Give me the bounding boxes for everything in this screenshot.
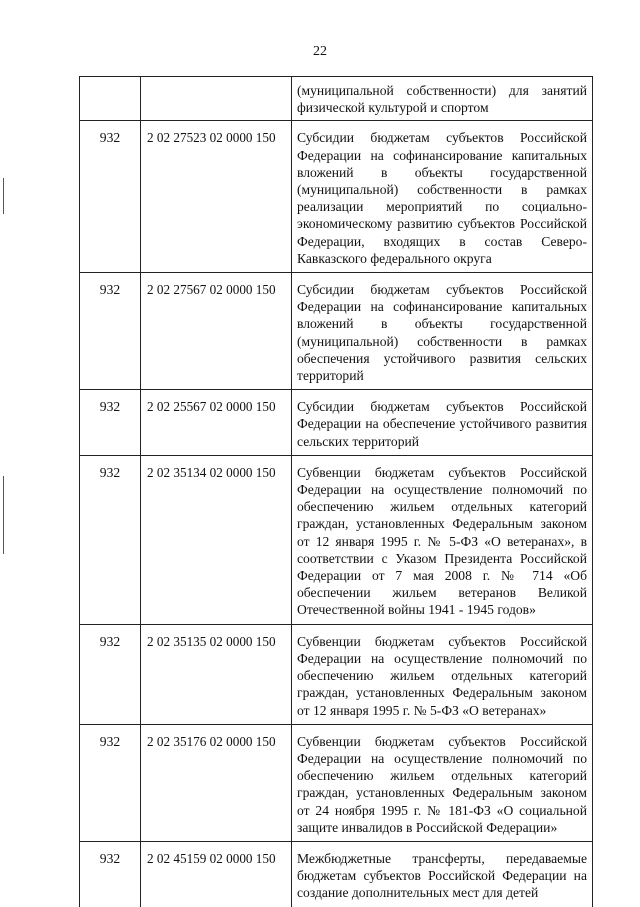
table-row: [80, 455, 593, 624]
revenue-name-cell: Межбюджетные трансферты, передаваемые бюджетам субъектов Российской Федерации на создание дополнительных мест для детей: [292, 841, 593, 906]
admin-code-cell: 932: [80, 624, 141, 724]
table-row: [80, 121, 593, 273]
revenue-name-cell: Субсидии бюджетам субъектов Российской Федерации на софинансирование капитальных вложений в объекты государственной (муниципальной) собственности в рамках обеспечения устойчивого развития сельских территорий: [292, 273, 593, 390]
margin-mark-bottom: [3, 476, 4, 554]
margin-mark-top: [3, 178, 4, 214]
revenue-name-cell: Субвенции бюджетам субъектов Российской Федерации на осуществление полномочий по обеспечению жильем отдельных категорий граждан, установленных Федеральным законом от 12 января 1995 г. № 5-ФЗ «О ветеранах», в соответствии с Указом Президента Российской Федерации от 7 мая 2008 г. № 714 «Об обеспечении жильем ветеранов Великой Отечественной войны 1941 - 1945 годов»: [292, 455, 593, 624]
classification-code-cell: 2 02 35134 02 0000 150: [141, 455, 292, 624]
admin-code-cell: 932: [80, 273, 141, 390]
table-row: [80, 624, 593, 724]
admin-code-cell: 932: [80, 390, 141, 456]
table-row: [80, 724, 593, 841]
revenue-name-cell: Субвенции бюджетам субъектов Российской Федерации на осуществление полномочий по обеспечению жильем отдельных категорий граждан, установленных Федеральным законом от 12 января 1995 г. № 5-ФЗ «О ветеранах»: [292, 624, 593, 724]
classification-code-cell: 2 02 27567 02 0000 150: [141, 273, 292, 390]
page-number: 22: [313, 44, 327, 59]
revenue-name-cell: (муниципальной собственности) для занятий физической культурой и спортом: [292, 77, 593, 121]
revenue-name-cell: Субсидии бюджетам субъектов Российской Федерации на обеспечение устойчивого развития сельских территорий: [292, 390, 593, 456]
classification-code-cell: [141, 77, 292, 121]
revenue-name-cell: Субсидии бюджетам субъектов Российской Федерации на софинансирование капитальных вложений в объекты государственной (муниципальной) собственности в рамках реализации мероприятий по социально-экономическому развитию субъектов Российской Федерации, входящих в состав Северо-Кавказского федерального округа: [292, 121, 593, 273]
revenue-name-cell: Субвенции бюджетам субъектов Российской Федерации на осуществление полномочий по обеспечению жильем отдельных категорий граждан, установленных Федеральным законом от 24 ноября 1995 г. № 181-ФЗ «О социальной защите инвалидов в Российской Федерации»: [292, 724, 593, 841]
table-row: [80, 77, 593, 121]
table-row: [80, 273, 593, 390]
admin-code-cell: 932: [80, 455, 141, 624]
table-row: [80, 841, 593, 906]
budget-code-table: [79, 76, 593, 907]
classification-code-cell: 2 02 45159 02 0000 150: [141, 841, 292, 906]
classification-code-cell: 2 02 35176 02 0000 150: [141, 724, 292, 841]
admin-code-cell: [80, 77, 141, 121]
admin-code-cell: 932: [80, 841, 141, 906]
classification-code-cell: 2 02 25567 02 0000 150: [141, 390, 292, 456]
classification-code-cell: 2 02 27523 02 0000 150: [141, 121, 292, 273]
table-row: [80, 390, 593, 456]
classification-code-cell: 2 02 35135 02 0000 150: [141, 624, 292, 724]
admin-code-cell: 932: [80, 121, 141, 273]
admin-code-cell: 932: [80, 724, 141, 841]
